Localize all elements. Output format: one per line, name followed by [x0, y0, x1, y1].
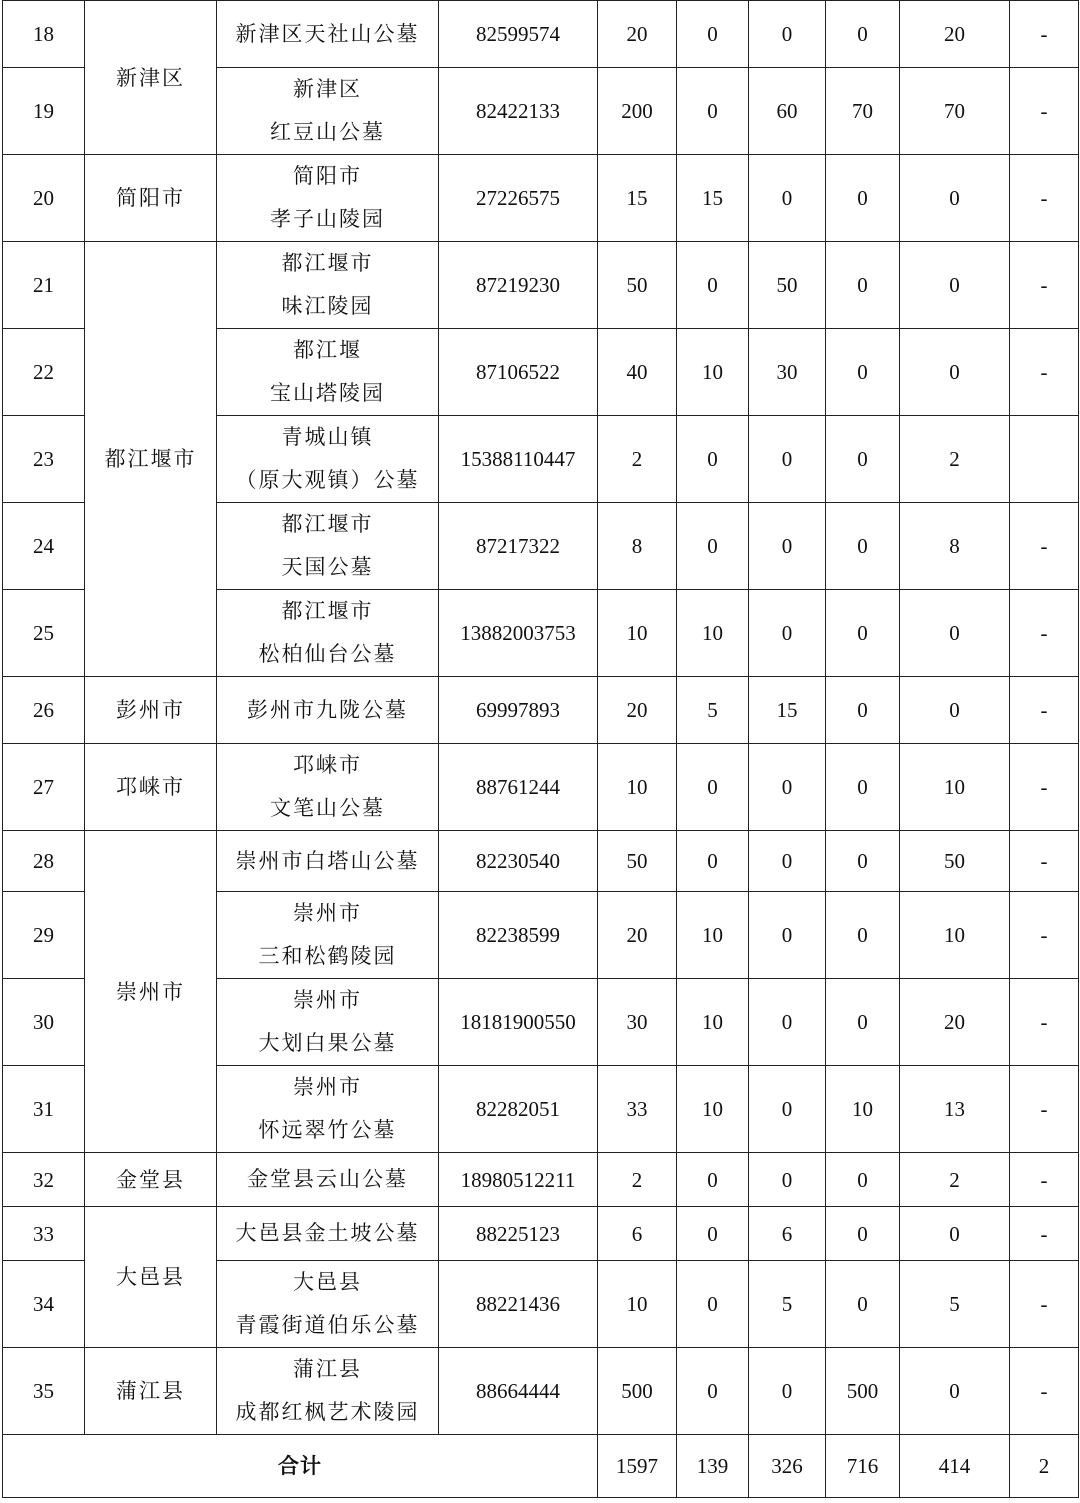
table-row: [3, 1348, 1079, 1435]
cemetery-name-line: 味江陵园: [281, 294, 374, 318]
phone-cell: 27226575: [439, 155, 598, 242]
value-cell-c2: 0: [677, 1, 749, 68]
cemetery-name-line: 红豆山公墓: [270, 120, 385, 144]
value-cell-c6: -: [1010, 68, 1079, 155]
cemetery-name-cell: [217, 1153, 439, 1207]
value-cell-c4: 0: [826, 155, 900, 242]
value-cell-c5: 0: [900, 155, 1010, 242]
value-cell-c3: 0: [749, 892, 826, 979]
value-cell-c4: 0: [826, 590, 900, 677]
cemetery-name-line: 新津区: [293, 77, 362, 101]
total-label-cell: 合计: [3, 1435, 598, 1498]
value-cell-c6: -: [1010, 892, 1079, 979]
cemetery-name-line: 彭州市九陇公墓: [247, 697, 408, 722]
row-number-cell: 19: [3, 68, 85, 155]
value-cell-c1: 50: [598, 242, 677, 329]
total-value-cell-c4: 716: [826, 1435, 900, 1498]
cemetery-name-cell: [217, 503, 439, 590]
value-cell-c4: 10: [826, 1066, 900, 1153]
value-cell-c5: 20: [900, 979, 1010, 1066]
total-value-cell-c2: 139: [677, 1435, 749, 1498]
total-value-cell-c5: 414: [900, 1435, 1010, 1498]
table-row: [3, 1, 1079, 68]
value-cell-c4: 0: [826, 892, 900, 979]
phone-cell: 82230540: [439, 831, 598, 892]
value-cell-c4: 0: [826, 744, 900, 831]
table-body: [3, 1, 1079, 1498]
value-cell-c2: 10: [677, 892, 749, 979]
table-row: [3, 744, 1079, 831]
value-cell-c5: 13: [900, 1066, 1010, 1153]
total-row: [3, 1435, 1079, 1498]
value-cell-c3: 0: [749, 744, 826, 831]
cemetery-name-cell: [217, 1261, 439, 1348]
cemetery-name-line: 大邑县金土坡公墓: [235, 1221, 420, 1245]
value-cell-c3: 0: [749, 831, 826, 892]
phone-cell: 88664444: [439, 1348, 598, 1435]
row-number-cell: 28: [3, 831, 85, 892]
value-cell-c1: 30: [598, 979, 677, 1066]
cemetery-name-cell: [217, 744, 439, 831]
row-number-cell: 29: [3, 892, 85, 979]
value-cell-c6: -: [1010, 1261, 1079, 1348]
value-cell-c3: 0: [749, 416, 826, 503]
value-cell-c3: 6: [749, 1207, 826, 1261]
value-cell-c3: 0: [749, 503, 826, 590]
cemetery-name-cell: [217, 677, 439, 744]
value-cell-c1: 500: [598, 1348, 677, 1435]
value-cell-c2: 10: [677, 979, 749, 1066]
cemetery-name-line: 简阳市: [293, 164, 362, 188]
value-cell-c5: 0: [900, 1207, 1010, 1261]
value-cell-c3: 5: [749, 1261, 826, 1348]
cemetery-name-line: 蒲江县: [293, 1357, 362, 1381]
total-value-cell-c1: 1597: [598, 1435, 677, 1498]
district-cell: 新津区: [85, 1, 217, 155]
district-cell: 简阳市: [85, 155, 217, 242]
phone-cell: 82599574: [439, 1, 598, 68]
row-number-cell: 24: [3, 503, 85, 590]
cemetery-name-line: 宝山塔陵园: [270, 381, 385, 405]
cemetery-name-line: 青霞街道伯乐公墓: [235, 1313, 420, 1337]
phone-cell: 13882003753: [439, 590, 598, 677]
value-cell-c2: 0: [677, 744, 749, 831]
value-cell-c1: 40: [598, 329, 677, 416]
phone-cell: 88761244: [439, 744, 598, 831]
phone-cell: 87106522: [439, 329, 598, 416]
value-cell-c6: -: [1010, 503, 1079, 590]
cemetery-name-cell: [217, 416, 439, 503]
cemetery-name-line: 孝子山陵园: [270, 207, 385, 231]
district-cell: 邛崃市: [85, 744, 217, 831]
table-row: [3, 155, 1079, 242]
value-cell-c2: 0: [677, 831, 749, 892]
phone-cell: 18181900550: [439, 979, 598, 1066]
cemetery-quota-table: [2, 0, 1079, 1498]
cemetery-name-line: 成都红枫艺术陵园: [235, 1400, 420, 1424]
value-cell-c1: 10: [598, 590, 677, 677]
cemetery-name-line: 都江堰: [293, 338, 362, 362]
value-cell-c4: 0: [826, 1261, 900, 1348]
total-value-cell-c6: 2: [1010, 1435, 1079, 1498]
value-cell-c1: 200: [598, 68, 677, 155]
cemetery-name-cell: [217, 329, 439, 416]
cemetery-name-line: 松柏仙台公墓: [258, 642, 397, 666]
value-cell-c5: 2: [900, 416, 1010, 503]
value-cell-c1: 10: [598, 1261, 677, 1348]
cemetery-name-line: 文笔山公墓: [270, 796, 385, 820]
table-row: [3, 1207, 1079, 1261]
cemetery-name-line: 都江堰市: [281, 251, 374, 275]
value-cell-c3: 0: [749, 1, 826, 68]
cemetery-name-line: 金堂县云山公墓: [247, 1167, 408, 1191]
cemetery-name-line: 都江堰市: [281, 599, 374, 623]
cemetery-name-line: 都江堰市: [281, 512, 374, 536]
value-cell-c5: 20: [900, 1, 1010, 68]
value-cell-c5: 10: [900, 744, 1010, 831]
value-cell-c5: 0: [900, 329, 1010, 416]
value-cell-c2: 0: [677, 1261, 749, 1348]
cemetery-name-line: 邛崃市: [293, 753, 362, 777]
row-number-cell: 25: [3, 590, 85, 677]
value-cell-c4: 0: [826, 416, 900, 503]
district-cell: 蒲江县: [85, 1348, 217, 1435]
cemetery-name-line: 新津区天社山公墓: [235, 21, 420, 46]
value-cell-c3: 60: [749, 68, 826, 155]
row-number-cell: 27: [3, 744, 85, 831]
district-cell: 大邑县: [85, 1207, 217, 1348]
value-cell-c3: 0: [749, 979, 826, 1066]
value-cell-c6: -: [1010, 590, 1079, 677]
cemetery-name-cell: [217, 831, 439, 892]
value-cell-c5: 10: [900, 892, 1010, 979]
value-cell-c5: 8: [900, 503, 1010, 590]
row-number-cell: 30: [3, 979, 85, 1066]
cemetery-name-line: 崇州市白塔山公墓: [235, 848, 420, 873]
row-number-cell: 35: [3, 1348, 85, 1435]
row-number-cell: 22: [3, 329, 85, 416]
value-cell-c2: 0: [677, 1348, 749, 1435]
phone-cell: 88225123: [439, 1207, 598, 1261]
value-cell-c4: 70: [826, 68, 900, 155]
value-cell-c5: 70: [900, 68, 1010, 155]
cemetery-name-line: 崇州市: [293, 901, 362, 925]
cemetery-name-cell: [217, 892, 439, 979]
value-cell-c6: -: [1010, 329, 1079, 416]
phone-cell: 82282051: [439, 1066, 598, 1153]
total-value-cell-c3: 326: [749, 1435, 826, 1498]
cemetery-name-line: 青城山镇: [281, 425, 374, 449]
value-cell-c5: 0: [900, 1348, 1010, 1435]
table-row: [3, 1153, 1079, 1207]
phone-cell: 15388110447: [439, 416, 598, 503]
district-cell: 彭州市: [85, 677, 217, 744]
value-cell-c1: 20: [598, 892, 677, 979]
district-cell: 金堂县: [85, 1153, 217, 1207]
phone-cell: 82238599: [439, 892, 598, 979]
value-cell-c2: 0: [677, 1153, 749, 1207]
cemetery-name-cell: [217, 68, 439, 155]
value-cell-c6: -: [1010, 155, 1079, 242]
value-cell-c3: 50: [749, 242, 826, 329]
value-cell-c2: 0: [677, 503, 749, 590]
cemetery-name-line: 天国公墓: [281, 555, 374, 579]
value-cell-c3: 0: [749, 1153, 826, 1207]
value-cell-c3: 0: [749, 590, 826, 677]
value-cell-c1: 15: [598, 155, 677, 242]
phone-cell: 87219230: [439, 242, 598, 329]
row-number-cell: 23: [3, 416, 85, 503]
value-cell-c2: 0: [677, 242, 749, 329]
value-cell-c1: 50: [598, 831, 677, 892]
value-cell-c5: 5: [900, 1261, 1010, 1348]
row-number-cell: 26: [3, 677, 85, 744]
cemetery-name-cell: [217, 1, 439, 68]
phone-cell: 82422133: [439, 68, 598, 155]
value-cell-c4: 0: [826, 1207, 900, 1261]
value-cell-c6: -: [1010, 677, 1079, 744]
value-cell-c2: 10: [677, 1066, 749, 1153]
value-cell-c2: 5: [677, 677, 749, 744]
cemetery-name-cell: [217, 1207, 439, 1261]
value-cell-c6: -: [1010, 1066, 1079, 1153]
value-cell-c6: -: [1010, 1207, 1079, 1261]
value-cell-c3: 30: [749, 329, 826, 416]
value-cell-c5: 50: [900, 831, 1010, 892]
district-cell: 都江堰市: [85, 242, 217, 677]
value-cell-c4: 0: [826, 1, 900, 68]
value-cell-c6: -: [1010, 1348, 1079, 1435]
value-cell-c6: -: [1010, 1, 1079, 68]
row-number-cell: 21: [3, 242, 85, 329]
value-cell-c1: 2: [598, 1153, 677, 1207]
cemetery-name-cell: [217, 1348, 439, 1435]
value-cell-c1: 20: [598, 1, 677, 68]
value-cell-c4: 0: [826, 831, 900, 892]
row-number-cell: 18: [3, 1, 85, 68]
cemetery-name-line: 崇州市: [293, 1075, 362, 1099]
value-cell-c5: 0: [900, 677, 1010, 744]
value-cell-c1: 33: [598, 1066, 677, 1153]
value-cell-c3: 0: [749, 155, 826, 242]
cemetery-name-cell: [217, 242, 439, 329]
value-cell-c4: 0: [826, 503, 900, 590]
value-cell-c5: 2: [900, 1153, 1010, 1207]
phone-cell: 18980512211: [439, 1153, 598, 1207]
value-cell-c3: 0: [749, 1066, 826, 1153]
value-cell-c2: 0: [677, 416, 749, 503]
cemetery-name-cell: [217, 1066, 439, 1153]
phone-cell: 88221436: [439, 1261, 598, 1348]
row-number-cell: 32: [3, 1153, 85, 1207]
cemetery-name-line: 大划白果公墓: [258, 1031, 397, 1055]
value-cell-c1: 10: [598, 744, 677, 831]
value-cell-c4: 0: [826, 329, 900, 416]
table-row: [3, 242, 1079, 329]
value-cell-c2: 15: [677, 155, 749, 242]
value-cell-c3: 0: [749, 1348, 826, 1435]
value-cell-c1: 2: [598, 416, 677, 503]
value-cell-c1: 6: [598, 1207, 677, 1261]
value-cell-c6: -: [1010, 744, 1079, 831]
value-cell-c4: 0: [826, 242, 900, 329]
value-cell-c1: 8: [598, 503, 677, 590]
cemetery-name-line: 崇州市: [293, 988, 362, 1012]
value-cell-c6: [1010, 416, 1079, 503]
cemetery-name-cell: [217, 979, 439, 1066]
value-cell-c5: 0: [900, 242, 1010, 329]
cemetery-name-line: （原大观镇）公墓: [235, 468, 420, 492]
cemetery-name-cell: [217, 590, 439, 677]
value-cell-c6: -: [1010, 831, 1079, 892]
value-cell-c3: 15: [749, 677, 826, 744]
phone-cell: 87217322: [439, 503, 598, 590]
value-cell-c6: -: [1010, 242, 1079, 329]
cemetery-name-cell: [217, 155, 439, 242]
value-cell-c4: 0: [826, 979, 900, 1066]
phone-cell: 69997893: [439, 677, 598, 744]
value-cell-c5: 0: [900, 590, 1010, 677]
value-cell-c2: 0: [677, 1207, 749, 1261]
row-number-cell: 33: [3, 1207, 85, 1261]
table-row: [3, 677, 1079, 744]
value-cell-c4: 500: [826, 1348, 900, 1435]
value-cell-c2: 10: [677, 590, 749, 677]
row-number-cell: 20: [3, 155, 85, 242]
value-cell-c6: -: [1010, 1153, 1079, 1207]
value-cell-c2: 10: [677, 329, 749, 416]
value-cell-c1: 20: [598, 677, 677, 744]
value-cell-c4: 0: [826, 677, 900, 744]
table-row: [3, 831, 1079, 892]
row-number-cell: 34: [3, 1261, 85, 1348]
value-cell-c2: 0: [677, 68, 749, 155]
cemetery-name-line: 怀远翠竹公墓: [258, 1118, 397, 1142]
row-number-cell: 31: [3, 1066, 85, 1153]
value-cell-c4: 0: [826, 1153, 900, 1207]
value-cell-c6: -: [1010, 979, 1079, 1066]
district-cell: 崇州市: [85, 831, 217, 1153]
cemetery-name-line: 大邑县: [293, 1270, 362, 1294]
cemetery-name-line: 三和松鹤陵园: [258, 944, 397, 968]
